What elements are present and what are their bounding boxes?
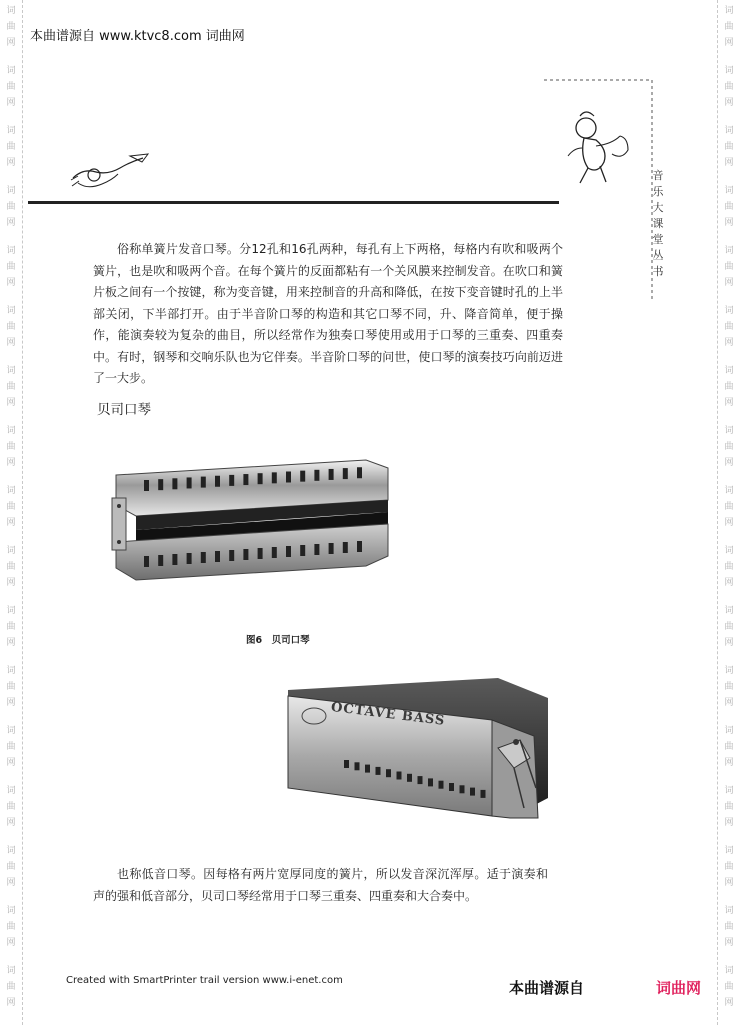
side-watermark-char: 词 bbox=[6, 906, 16, 916]
side-watermark-char: 网 bbox=[724, 518, 734, 528]
side-watermark-char: 曲 bbox=[724, 382, 734, 392]
side-watermark-char: 词 bbox=[724, 366, 734, 376]
side-watermark-char: 网 bbox=[6, 458, 16, 468]
side-watermark-char: 曲 bbox=[6, 322, 16, 332]
flying-cartoon-illustration bbox=[68, 150, 153, 195]
harmonica-hole bbox=[343, 468, 348, 479]
harmonica-hole bbox=[187, 477, 192, 488]
harmonica-hole bbox=[357, 467, 362, 478]
harmonica-hole bbox=[449, 783, 454, 791]
side-watermark-char: 网 bbox=[724, 38, 734, 48]
side-watermark-char: 网 bbox=[6, 158, 16, 168]
harmonica-hole bbox=[229, 550, 234, 561]
side-watermark-char: 网 bbox=[724, 938, 734, 948]
side-watermark-char: 网 bbox=[6, 758, 16, 768]
side-watermark-char: 词 bbox=[724, 606, 734, 616]
harmonica-hole bbox=[243, 549, 248, 560]
side-watermark-char: 词 bbox=[724, 726, 734, 736]
side-watermark-char: 词 bbox=[6, 666, 16, 676]
harmonica-hole bbox=[243, 474, 248, 485]
side-watermark-char: 网 bbox=[6, 698, 16, 708]
side-watermark-char: 网 bbox=[724, 638, 734, 648]
side-watermark-char: 网 bbox=[724, 398, 734, 408]
side-watermark-char: 曲 bbox=[724, 982, 734, 992]
footer-created-with: Created with SmartPrinter trail version www.i-enet.com bbox=[66, 975, 343, 986]
footer-brand-source: 本曲谱源自 bbox=[509, 979, 585, 997]
side-watermark-char: 曲 bbox=[724, 802, 734, 812]
harmonica-hole bbox=[460, 785, 465, 793]
series-title-char: 课 bbox=[652, 217, 664, 230]
side-watermark-char: 词 bbox=[724, 786, 734, 796]
side-watermark-char: 网 bbox=[724, 998, 734, 1008]
side-watermark-char: 曲 bbox=[6, 982, 16, 992]
harmonica-hole bbox=[397, 772, 402, 780]
harmonica-hole bbox=[215, 551, 220, 562]
side-watermark-char: 曲 bbox=[6, 622, 16, 632]
side-watermark-char: 网 bbox=[724, 218, 734, 228]
side-watermark-char: 曲 bbox=[724, 502, 734, 512]
right-margin-strip bbox=[717, 0, 740, 1025]
side-watermark-char: 词 bbox=[724, 906, 734, 916]
harmonica-hole bbox=[314, 470, 319, 481]
figure-caption: 图6 贝司口琴 bbox=[246, 635, 310, 646]
side-watermark-char: 网 bbox=[724, 278, 734, 288]
side-watermark-char: 网 bbox=[6, 638, 16, 648]
side-watermark-char: 曲 bbox=[724, 862, 734, 872]
side-watermark-char: 曲 bbox=[724, 262, 734, 272]
harmonica-hole bbox=[329, 469, 334, 480]
side-watermark-char: 曲 bbox=[6, 682, 16, 692]
harmonica-hole bbox=[300, 471, 305, 482]
side-watermark-char: 曲 bbox=[724, 622, 734, 632]
side-watermark-char: 网 bbox=[724, 878, 734, 888]
side-watermark-char: 网 bbox=[6, 578, 16, 588]
side-watermark-char: 网 bbox=[724, 578, 734, 588]
harmonica-hole bbox=[215, 476, 220, 487]
side-watermark-char: 词 bbox=[724, 186, 734, 196]
side-watermark-char: 网 bbox=[724, 698, 734, 708]
side-watermark-char: 网 bbox=[6, 38, 16, 48]
header-rule bbox=[28, 201, 559, 204]
side-watermark-char: 曲 bbox=[724, 742, 734, 752]
side-watermark-char: 曲 bbox=[6, 862, 16, 872]
side-watermark-char: 词 bbox=[724, 6, 734, 16]
side-watermark-char: 词 bbox=[724, 246, 734, 256]
series-title-vertical bbox=[650, 168, 666, 280]
side-watermark-char: 网 bbox=[724, 758, 734, 768]
bass-plate-text: OCTAVE BASS bbox=[330, 700, 447, 729]
chromatic-harmonica-paragraph: 俗称单簧片发音口琴。分12孔和16孔两种，每孔有上下两格，每格内有吹和吸两个簧片，也是吹和吸两个音。在每个簧片的反面都粘有一个关风膜来控制发音。在吹口和簧片板之间有一个按键，称为变音键，用来控制音的升高和降低，在按下变音键时孔的上半部关闭，下半部打开。由于半音阶口琴的构造和其它口琴不同，升、降音简单，便于操作，能演奏较为复杂的曲目，所以经常作为独奏口琴使用或用于口琴的三重奏、四重奏中。有时，钢琴和交响乐队也为它伴奏。半音阶口琴的问世，使口琴的演奏技巧向前迈进了一大步。 bbox=[93, 242, 563, 385]
series-title-char: 音 bbox=[652, 169, 664, 182]
side-watermark-char: 词 bbox=[6, 426, 16, 436]
harmonica-photo-upper bbox=[96, 450, 416, 590]
side-watermark-char: 网 bbox=[6, 818, 16, 828]
side-watermark-char: 曲 bbox=[724, 562, 734, 572]
side-watermark-char: 网 bbox=[724, 98, 734, 108]
harmonica-hole bbox=[357, 541, 362, 552]
side-watermark-char: 网 bbox=[6, 518, 16, 528]
side-watermark-char: 网 bbox=[6, 278, 16, 288]
side-watermark-char: 曲 bbox=[6, 262, 16, 272]
harmonica-hole bbox=[286, 472, 291, 483]
side-watermark-char: 网 bbox=[724, 158, 734, 168]
side-watermark-char: 曲 bbox=[724, 202, 734, 212]
side-watermark-char: 曲 bbox=[6, 802, 16, 812]
side-watermark-char: 网 bbox=[6, 878, 16, 888]
harmonica-hole bbox=[258, 473, 263, 484]
side-watermark-char: 词 bbox=[724, 426, 734, 436]
side-watermark-char: 词 bbox=[6, 66, 16, 76]
side-watermark-char: 网 bbox=[6, 398, 16, 408]
harmonica-hole bbox=[481, 790, 486, 798]
harmonica-hole bbox=[172, 478, 177, 489]
harmonica-hole bbox=[144, 556, 149, 567]
side-watermark-char: 词 bbox=[6, 726, 16, 736]
footer-brand-site: 词曲网 bbox=[656, 979, 702, 997]
side-watermark-char: 曲 bbox=[6, 142, 16, 152]
harmonica-hole bbox=[386, 769, 391, 777]
harmonica-hole bbox=[355, 762, 360, 770]
side-watermark-char: 词 bbox=[6, 786, 16, 796]
harmonica-hole bbox=[418, 776, 423, 784]
harmonica-hole bbox=[201, 477, 206, 488]
side-watermark-char: 词 bbox=[724, 66, 734, 76]
side-watermark-char: 词 bbox=[724, 486, 734, 496]
side-watermark-char: 曲 bbox=[6, 502, 16, 512]
harmonica-hole bbox=[300, 545, 305, 556]
side-watermark-char: 词 bbox=[6, 966, 16, 976]
side-watermark-char: 网 bbox=[724, 818, 734, 828]
series-title-char: 乐 bbox=[652, 185, 664, 198]
harmonica-hole bbox=[201, 552, 206, 563]
series-title-char: 大 bbox=[652, 201, 664, 214]
harmonica-hole bbox=[376, 767, 381, 775]
side-watermark-char: 曲 bbox=[724, 22, 734, 32]
harmonica-hole bbox=[428, 778, 433, 786]
side-watermark-char: 网 bbox=[6, 998, 16, 1008]
side-watermark-char: 曲 bbox=[724, 322, 734, 332]
harmonica-hole bbox=[229, 475, 234, 486]
harmonica-hole bbox=[272, 547, 277, 558]
harmonica-hole bbox=[272, 472, 277, 483]
harmonica-hole bbox=[172, 554, 177, 565]
side-watermark-char: 曲 bbox=[6, 22, 16, 32]
side-watermark-char: 词 bbox=[6, 546, 16, 556]
side-watermark-char: 词 bbox=[6, 126, 16, 136]
side-watermark-char: 曲 bbox=[6, 742, 16, 752]
side-watermark-char: 词 bbox=[724, 126, 734, 136]
side-watermark-char: 曲 bbox=[6, 442, 16, 452]
harmonica-hole bbox=[158, 555, 163, 566]
harmonica-hole bbox=[144, 480, 149, 491]
series-title-char: 书 bbox=[652, 265, 664, 278]
harmonica-photo-bass bbox=[248, 668, 590, 838]
harmonica-hole bbox=[258, 548, 263, 559]
harmonica-hole bbox=[365, 765, 370, 773]
harmonica-hole bbox=[407, 774, 412, 782]
side-watermark-char: 曲 bbox=[6, 202, 16, 212]
side-watermark-char: 网 bbox=[724, 338, 734, 348]
side-watermark-char: 词 bbox=[6, 846, 16, 856]
side-watermark-char: 网 bbox=[6, 98, 16, 108]
bass-harmonica-paragraph: 也称低音口琴。因每格有两片宽厚同度的簧片，所以发音深沉浑厚。适于演奏和声的强和低音部分，贝司口琴经常用于口琴三重奏、四重奏和大合奏中。 bbox=[93, 867, 548, 903]
side-watermark-char: 网 bbox=[6, 218, 16, 228]
series-title-char: 堂 bbox=[652, 233, 664, 246]
section-heading: 贝司口琴 bbox=[97, 402, 151, 418]
harmonica-hole bbox=[344, 760, 349, 768]
harmonica-hole bbox=[439, 781, 444, 789]
side-watermark-char: 词 bbox=[6, 606, 16, 616]
side-watermark-char: 曲 bbox=[724, 82, 734, 92]
harmonica-hole bbox=[470, 788, 475, 796]
side-watermark-char: 词 bbox=[6, 186, 16, 196]
side-watermark-char: 曲 bbox=[6, 382, 16, 392]
side-watermark-char: 网 bbox=[6, 938, 16, 948]
side-watermark-char: 曲 bbox=[6, 562, 16, 572]
side-watermark-char: 曲 bbox=[6, 82, 16, 92]
series-title-char: 丛 bbox=[652, 249, 664, 262]
harmonica-hole bbox=[329, 543, 334, 554]
side-watermark-char: 曲 bbox=[6, 922, 16, 932]
left-margin-strip bbox=[0, 0, 23, 1025]
side-watermark-char: 曲 bbox=[724, 682, 734, 692]
side-watermark-char: 词 bbox=[724, 306, 734, 316]
harmonica-hole bbox=[343, 542, 348, 553]
side-watermark-char: 词 bbox=[6, 6, 16, 16]
side-watermark-char: 词 bbox=[6, 366, 16, 376]
page-header-source: 本曲谱源自 www.ktvc8.com 词曲网 bbox=[30, 29, 245, 44]
side-watermark-char: 词 bbox=[6, 246, 16, 256]
side-watermark-char: 词 bbox=[6, 486, 16, 496]
side-watermark-char: 词 bbox=[724, 846, 734, 856]
harmonica-hole bbox=[187, 553, 192, 564]
side-watermark-char: 词 bbox=[724, 666, 734, 676]
side-watermark-char: 曲 bbox=[724, 142, 734, 152]
side-watermark-char: 曲 bbox=[724, 442, 734, 452]
side-watermark-char: 词 bbox=[724, 546, 734, 556]
side-watermark-char: 网 bbox=[6, 338, 16, 348]
side-watermark-char: 网 bbox=[724, 458, 734, 468]
side-watermark-char: 词 bbox=[6, 306, 16, 316]
harmonica-hole bbox=[314, 544, 319, 555]
harmonica-hole bbox=[286, 546, 291, 557]
side-watermark-char: 曲 bbox=[724, 922, 734, 932]
side-watermark-char: 词 bbox=[724, 966, 734, 976]
harmonica-hole bbox=[158, 479, 163, 490]
